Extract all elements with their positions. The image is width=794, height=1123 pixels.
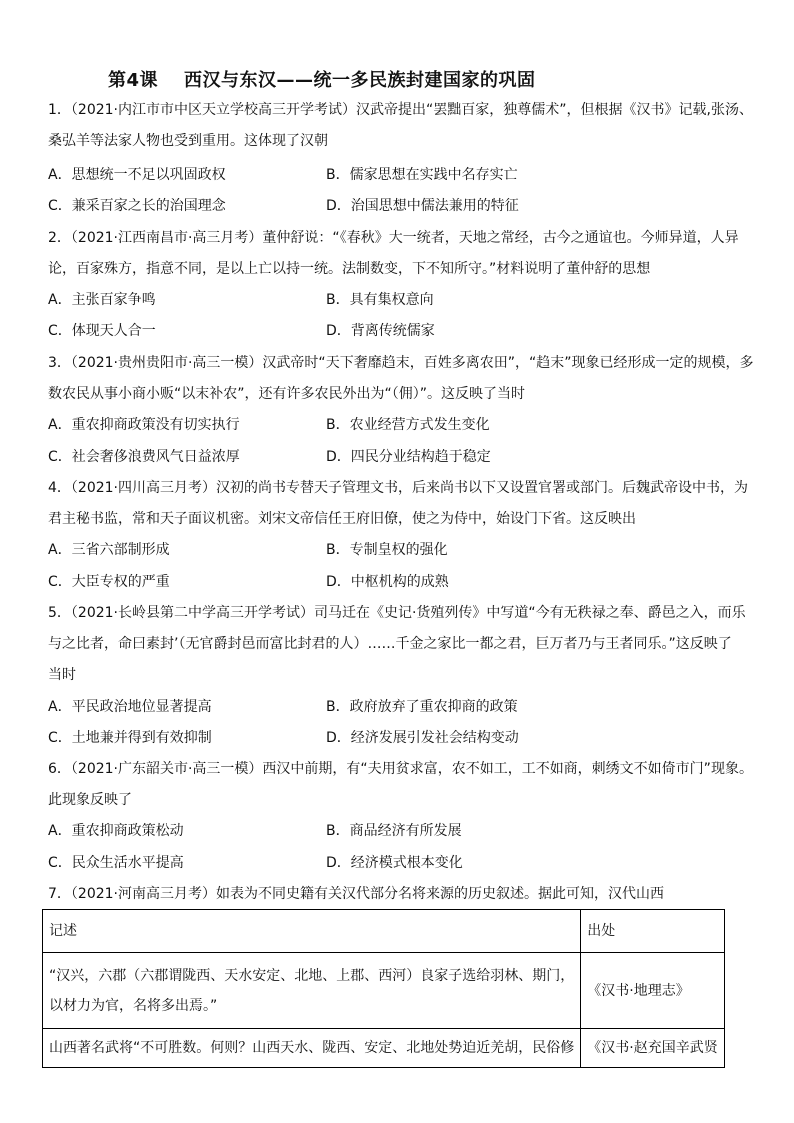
option-d[interactable]: D．背离传统儒家 [326,323,435,339]
source-table [42,909,725,1068]
option-c[interactable]: C．社会奢侈浪费风气日益浓厚 [48,449,240,465]
question-stem-line: 此现象反映了 [48,792,132,808]
option-c[interactable]: C．民众生活水平提高 [48,855,184,871]
question-4 [48,478,752,529]
table-cell-line: “汉兴，六郡（六郡谓陇西、天水安定、北地、上郡、西河）良家子选给羽林、期门， [49,967,575,984]
option-a[interactable]: A．重农抑商政策松动 [48,823,184,839]
lesson-title: 西汉与东汉——统一多民族封建国家的巩固 [184,70,536,91]
option-d[interactable]: D．治国思想中儒法兼用的特征 [326,198,519,214]
page-title [108,66,536,92]
table-header-cell: 出处 [581,910,724,953]
question-6 [48,759,752,810]
options-row [48,196,752,216]
table-row [43,953,725,1029]
option-d[interactable]: D．经济发展引发社会结构变动 [326,730,519,746]
option-a[interactable]: A．三省六部制形成 [48,542,170,558]
option-b[interactable]: B．农业经营方式发生变化 [326,417,490,433]
option-c[interactable]: C．兼采百家之长的治国理念 [48,198,226,214]
option-b[interactable]: B．政府放弃了重农抑商的政策 [326,699,518,715]
question-stem-line: 君主秘书监，常和天子面议机密。刘宋文帝信任王府旧僚，使之为侍中，始设门下省。这反映出 [48,511,636,527]
question-stem-line: 7．（2021·河南高三月考）如表为不同史籍有关汉代部分名将来源的历史叙述。据此可知，汉代山西 [48,886,664,902]
options-row [48,447,752,467]
table-cell-source: 《汉书·赵充国辛武贤 [581,1029,724,1068]
options-row [48,697,752,717]
option-a[interactable]: A．平民政治地位显著提高 [48,699,212,715]
question-stem-line: 3．（2021·贵州贵阳市·高三一模）汉武帝时“天下奢靡趋末，百姓多离农田”，“趋末”现象已经形成一定的规模，多 [48,355,754,371]
option-a[interactable]: A．思想统一不足以巩固政权 [48,167,226,183]
table-cell-line: 以材力为官，名将多出焉。” [49,997,218,1014]
question-stem-line: 6．（2021·广东韶关市·高三一模）西汉中前期，有“夫用贫求富，农不如工，工不如商，刺绣文不如倚市门”现象。 [48,761,753,777]
table-header-row [43,910,725,953]
option-c[interactable]: C．大臣专权的严重 [48,574,170,590]
question-stem-line: 当时 [48,667,76,683]
table-cell-text [43,1029,581,1068]
question-stem-line: 数农民从事小商小贩“以末补农”，还有许多农民外出为“（佣）”。这反映了当时 [48,386,526,402]
option-a[interactable]: A．主张百家争鸣 [48,292,156,308]
question-stem-line: 1．（2021·内江市市中区天立学校高三开学考试）汉武帝提出“罢黜百家，独尊儒术”，但根据《汉书》记载,张汤、 [48,102,753,118]
option-c[interactable]: C．土地兼并得到有效抑制 [48,730,212,746]
question-stem-line: 桑弘羊等法家人物也受到重用。这体现了汉朝 [48,133,328,149]
option-b[interactable]: B．商品经济有所发展 [326,823,462,839]
question-2 [48,228,752,279]
question-5 [48,603,752,685]
options-row [48,290,752,310]
option-d[interactable]: D．中枢机构的成熟 [326,574,449,590]
option-b[interactable]: B．具有集权意向 [326,292,434,308]
question-stem-line: 5．（2021·长岭县第二中学高三开学考试）司马迁在《史记·货殖列传》中写道“今有无秩禄之奉、爵邑之入，而乐 [48,605,746,621]
question-7 [48,884,752,904]
question-3 [48,353,752,404]
option-c[interactable]: C．体现天人合一 [48,323,156,339]
lesson-number: 第4课 [108,70,159,91]
options-row [48,321,752,341]
options-row [48,572,752,592]
table-row [43,1029,725,1068]
question-stem-line: 论，百家殊方，指意不同，是以上亡以持一统。法制数变，下不知所守。”材料说明了董仲舒的思想 [48,261,651,277]
table-cell-source: 《汉书·地理志》 [581,953,724,1029]
table-header-cell: 记述 [43,910,581,953]
options-row [48,165,752,185]
option-b[interactable]: B．儒家思想在实践中名存实亡 [326,167,518,183]
options-row [48,415,752,435]
option-d[interactable]: D．四民分业结构趋于稳定 [326,449,491,465]
options-row [48,540,752,560]
options-row [48,821,752,841]
option-d[interactable]: D．经济模式根本变化 [326,855,463,871]
table-cell-text [43,953,581,1029]
question-1 [48,100,752,151]
table-cell-line: 山西著名武将“不可胜数。何则？山西天水、陇西、安定、北地处势迫近羌胡，民俗修 [49,1040,575,1056]
options-row [48,728,752,748]
options-row [48,853,752,873]
question-stem-line: 4．（2021·四川高三月考）汉初的尚书专替天子管理文书，后来尚书以下又设置官署或部门。后魏武帝设中书，为 [48,480,748,496]
question-stem-line: 与之比者，命曰素封’（无官爵封邑而富比封君的人）……千金之家比一都之君，巨万者乃与王者同乐。”这反映了 [48,636,732,652]
option-b[interactable]: B．专制皇权的强化 [326,542,448,558]
question-stem-line: 2．（2021·江西南昌市·高三月考）董仲舒说：“《春秋》大一统者，天地之常经，古今之通谊也。今师异道，人异 [48,230,739,246]
option-a[interactable]: A．重农抑商政策没有切实执行 [48,417,240,433]
